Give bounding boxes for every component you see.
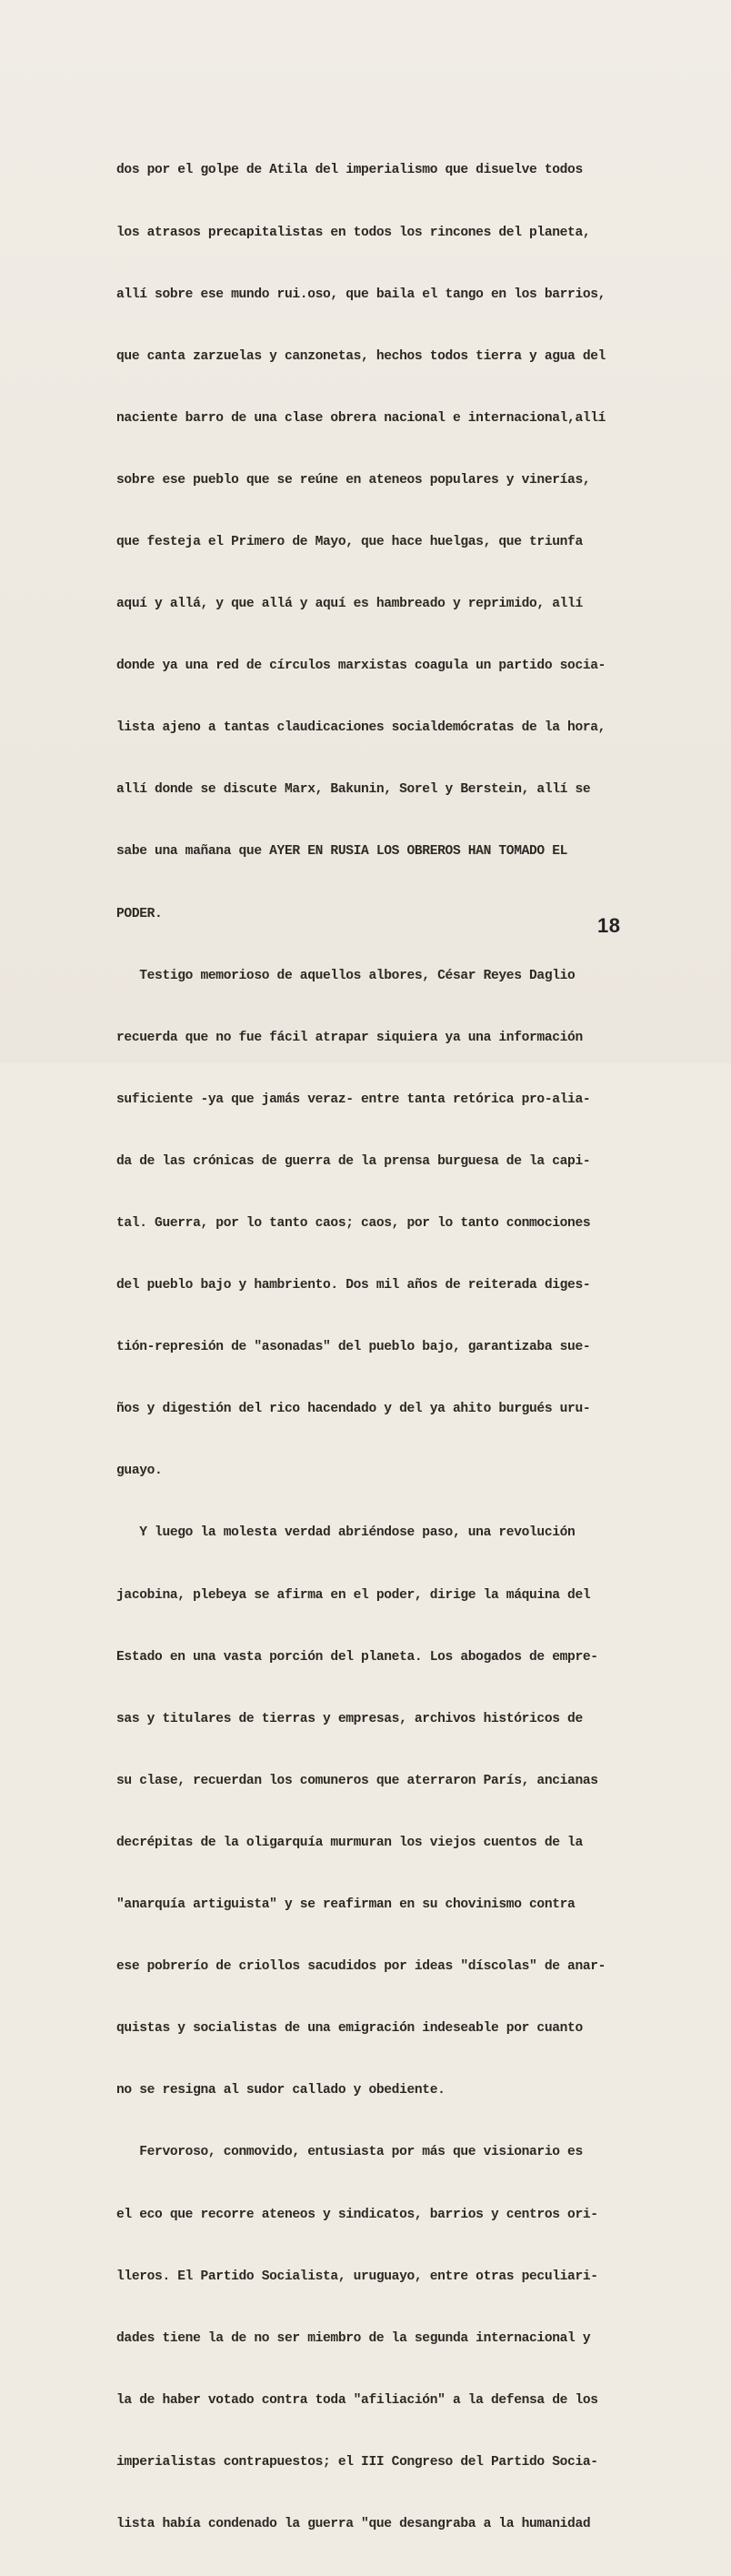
text-line: recuerda que no fue fácil atrapar siquiera ya una información: [116, 1030, 583, 1045]
text-line: tión-represión de "asonadas" del pueblo bajo, garantizaba sue-: [116, 1340, 591, 1355]
text-line: sobre ese pueblo que se reúne en ateneos populares y vinerías,: [116, 472, 591, 488]
text-line: no se resigna al sudor callado y obediente.: [116, 2083, 446, 2098]
page-number: 18: [597, 914, 621, 937]
text-line: dos por el golpe de Atila del imperialismo que disuelve todos: [116, 163, 583, 178]
text-line: tal. Guerra, por lo tanto caos; caos, por lo tanto conmociones: [116, 1216, 591, 1231]
text-line: donde ya una red de círculos marxistas coagula un partido socia-: [116, 659, 606, 674]
text-line: los atrasos precapitalistas en todos los rincones del planeta,: [116, 225, 591, 240]
text-line: PODER.: [116, 906, 163, 921]
text-line: guayo.: [116, 1464, 163, 1479]
text-line: sabe una mañana que AYER EN RUSIA LOS OBREROS HAN TOMADO EL: [116, 844, 568, 860]
body-text: [116, 119, 647, 2576]
text-line: ños y digestión del rico hacendado y del ya ahito burgués uru-: [116, 1402, 591, 1417]
text-line: decrépitas de la oligarquía murmuran los viejos cuentos de la: [116, 1835, 583, 1850]
text-line: da de las crónicas de guerra de la prensa burguesa de la capi-: [116, 1153, 591, 1169]
text-line: Testigo memorioso de aquellos albores, César Reyes Daglio: [116, 968, 576, 983]
text-line: que festeja el Primero de Mayo, que hace huelgas, que triunfa: [116, 534, 583, 549]
text-line: allí donde se discute Marx, Bakunin, Sorel y Berstein, allí se: [116, 782, 591, 798]
text-line: suficiente -ya que jamás veraz- entre tanta retórica pro-alia-: [116, 1092, 591, 1107]
text-line: quistas y socialistas de una emigración indeseable por cuanto: [116, 2021, 583, 2037]
text-line: "anarquía artiguista" y se reafirman en su chovinismo contra: [116, 1897, 576, 1913]
text-line: lista había condenado la guerra "que desangraba a la humanidad: [116, 2516, 591, 2531]
text-line: sas y titulares de tierras y empresas, archivos históricos de: [116, 1711, 583, 1726]
text-line: dades tiene la de no ser miembro de la segunda internacional y: [116, 2330, 591, 2346]
text-line: Y luego la molesta verdad abriéndose paso, una revolución: [116, 1525, 576, 1541]
text-line: del pueblo bajo y hambriento. Dos mil años de reiterada diges-: [116, 1278, 591, 1293]
text-line: lleros. El Partido Socialista, uruguayo, entre otras peculiari-: [116, 2269, 598, 2284]
text-line: ese pobrerío de criollos sacudidos por ideas "díscolas" de anar-: [116, 1959, 606, 1975]
text-line: la de haber votado contra toda "afiliación" a la defensa de los: [116, 2392, 598, 2408]
text-line: imperialistas contrapuestos; el III Congreso del Partido Socia-: [116, 2454, 598, 2470]
text-line: jacobina, plebeya se afirma en el poder, dirige la máquina del: [116, 1587, 591, 1603]
text-line: Estado en una vasta porción del planeta. Los abogados de empre-: [116, 1649, 598, 1665]
text-line: que canta zarzuelas y canzonetas, hechos todos tierra y agua del: [116, 348, 606, 364]
text-line: lista ajeno a tantas claudicaciones socialdemócratas de la hora,: [116, 720, 606, 736]
text-line: allí sobre ese mundo rui.oso, que baila el tango en los barrios,: [116, 287, 606, 302]
text-line: Fervoroso, conmovido, entusiasta por más que visionario es: [116, 2145, 583, 2160]
text-line: el eco que recorre ateneos y sindicatos, barrios y centros ori-: [116, 2207, 598, 2222]
text-line: aquí y allá, y que allá y aquí es hambreado y reprimido, allí: [116, 597, 583, 612]
text-line: su clase, recuerdan los comuneros que aterraron París, ancianas: [116, 1773, 598, 1788]
text-line: naciente barro de una clase obrera nacional e internacional,allí: [116, 410, 606, 426]
